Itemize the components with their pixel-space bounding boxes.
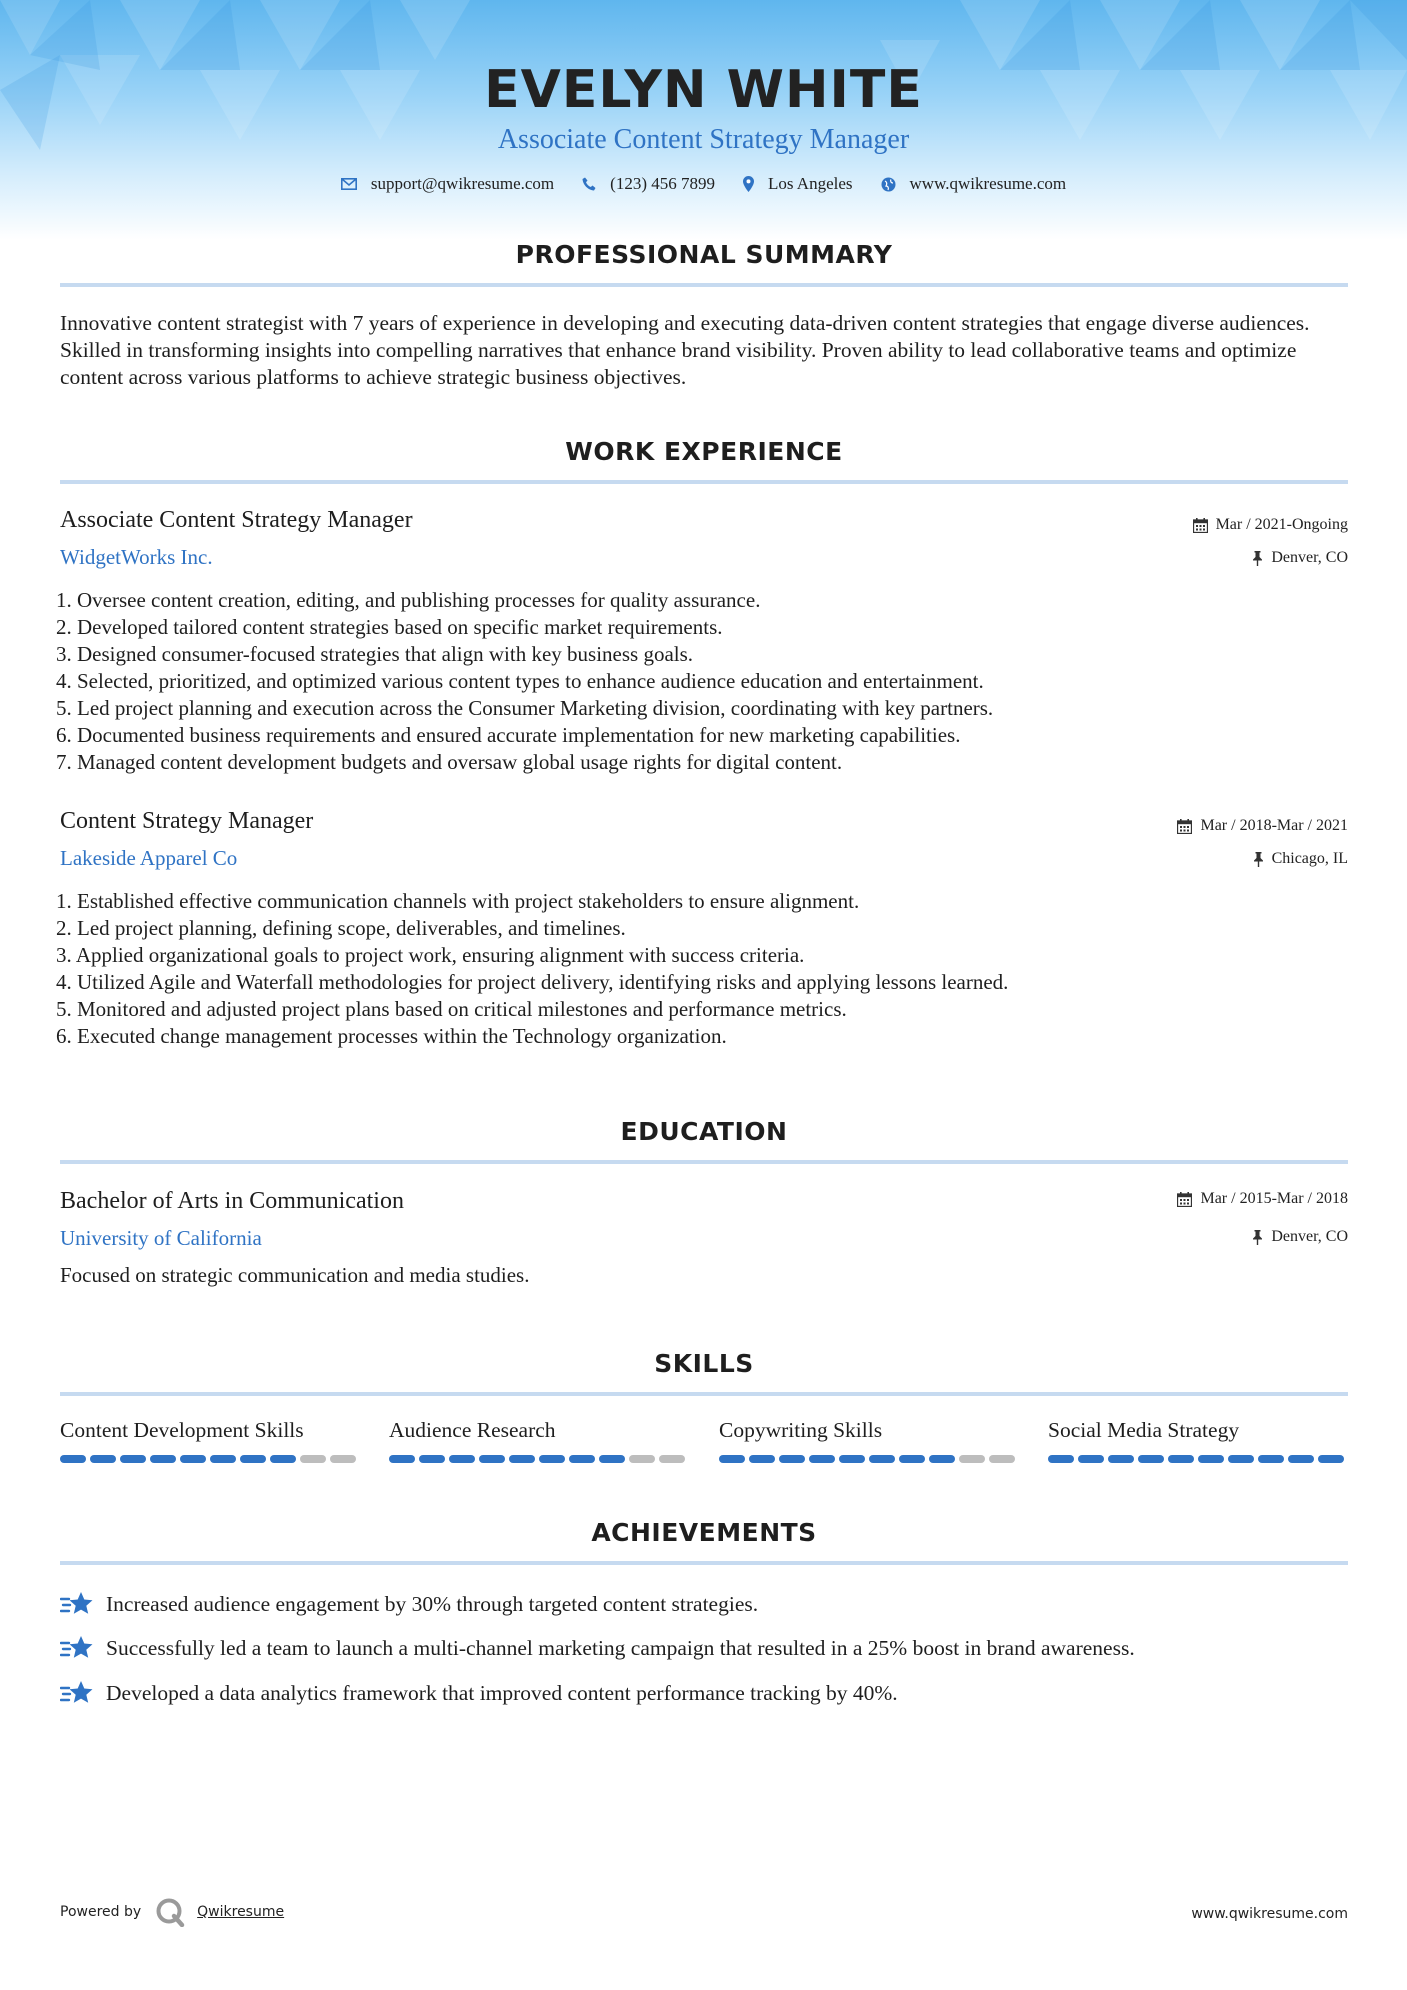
pushpin-icon: [1253, 852, 1264, 867]
skill-rating-segment: [150, 1455, 176, 1463]
list-item: 4. Utilized Agile and Waterfall methodologies for project delivery, identifying risks and applying lessons learned.: [56, 970, 1009, 994]
contact-location: [743, 174, 853, 194]
skill-rating-segment: [1228, 1455, 1254, 1463]
candidate-role: Associate Content Strategy Manager: [497, 124, 910, 155]
skill-rating-segment: [569, 1455, 595, 1463]
skill-rating-segment: [869, 1455, 895, 1463]
skill-rating-segment: [1078, 1455, 1104, 1463]
achievement-text: Increased audience engagement by 30% through targeted content strategies.: [106, 1591, 759, 1616]
skill-rating-segment: [479, 1455, 505, 1463]
skill-rating-segment: [1138, 1455, 1164, 1463]
section-title-skills: SKILLS: [654, 1349, 754, 1378]
contact-phone-text: (123) 456 7899: [610, 174, 715, 193]
job-dates: [1193, 516, 1348, 534]
skill-rating-segment: [989, 1455, 1015, 1463]
skill-rating-segment: [270, 1455, 296, 1463]
skill-rating-segment: [539, 1455, 565, 1463]
contact-website-text: www.qwikresume.com: [909, 174, 1067, 193]
skill-rating-segment: [599, 1455, 625, 1463]
skill-rating-segment: [210, 1455, 236, 1463]
skill-item: [389, 1418, 689, 1463]
skill-rating-segment: [60, 1455, 86, 1463]
contact-phone[interactable]: [582, 174, 715, 194]
skill-rating-bar: [1048, 1455, 1348, 1463]
list-item: 6. Documented business requirements and ensured accurate implementation for new marketing capabilities.: [56, 723, 961, 747]
job-dates-text: Mar / 2021-Ongoing: [1215, 516, 1348, 533]
skill-rating-bar: [389, 1455, 689, 1463]
education-description: Focused on strategic communication and media studies.: [60, 1263, 530, 1287]
achievement-item: [60, 1634, 1135, 1662]
skill-rating-segment: [1288, 1455, 1314, 1463]
list-item: 4. Selected, prioritized, and optimized various content types to enhance audience education and entertainment.: [56, 669, 984, 693]
skill-rating-segment: [959, 1455, 985, 1463]
job-title: Associate Content Strategy Manager: [60, 507, 413, 533]
calendar-icon: [1177, 819, 1192, 834]
footer-brand-link[interactable]: Qwikresume: [197, 1904, 285, 1920]
globe-icon: [881, 177, 896, 192]
skill-rating-segment: [899, 1455, 925, 1463]
skill-item: [1048, 1418, 1348, 1463]
section-title-education: EDUCATION: [620, 1117, 788, 1146]
skill-rating-segment: [779, 1455, 805, 1463]
skill-rating-segment: [749, 1455, 775, 1463]
skill-rating-segment: [1168, 1455, 1194, 1463]
skill-rating-segment: [1198, 1455, 1224, 1463]
skill-rating-segment: [180, 1455, 206, 1463]
section-divider: [60, 283, 1348, 287]
contact-email-text: support@qwikresume.com: [370, 174, 555, 193]
footer-url[interactable]: www.qwikresume.com: [1191, 1906, 1348, 1922]
education-location: [1252, 1228, 1348, 1246]
section-title-summary: PROFESSIONAL SUMMARY: [515, 240, 893, 269]
education-school: University of California: [60, 1226, 262, 1250]
calendar-icon: [1177, 1192, 1192, 1207]
job-location-text: Denver, CO: [1271, 549, 1348, 566]
skill-rating-segment: [120, 1455, 146, 1463]
list-item: 1. Oversee content creation, editing, and publishing processes for quality assurance.: [56, 588, 761, 612]
shooting-star-icon: [60, 1590, 94, 1618]
pushpin-icon: [1252, 551, 1263, 566]
shooting-star-icon: [60, 1634, 94, 1662]
achievement-text: Successfully led a team to launch a multi-channel marketing campaign that resulted in a 25% boost in brand awareness.: [106, 1635, 1135, 1660]
skill-rating-segment: [1318, 1455, 1344, 1463]
skill-rating-segment: [330, 1455, 356, 1463]
skill-name: Audience Research: [389, 1418, 556, 1442]
achievement-item: [60, 1590, 758, 1618]
contact-row: [0, 174, 1407, 194]
section-divider: [60, 1392, 1348, 1396]
job-dates-text: Mar / 2018-Mar / 2021: [1200, 817, 1348, 834]
job-company: Lakeside Apparel Co: [60, 846, 238, 870]
skill-rating-segment: [839, 1455, 865, 1463]
skill-rating-segment: [240, 1455, 266, 1463]
job-location-text: Chicago, IL: [1271, 850, 1348, 867]
pushpin-icon: [1252, 1230, 1263, 1245]
skill-name: Content Development Skills: [60, 1418, 304, 1442]
achievement-text: Developed a data analytics framework that improved content performance tracking by 40%.: [106, 1680, 898, 1705]
education-dates-text: Mar / 2015-Mar / 2018: [1200, 1190, 1348, 1207]
calendar-icon: [1193, 518, 1208, 533]
list-item: 2. Developed tailored content strategies based on specific market requirements.: [56, 615, 723, 639]
skill-rating-segment: [1048, 1455, 1074, 1463]
education-dates: [1177, 1190, 1348, 1208]
skill-item: [60, 1418, 360, 1463]
shooting-star-icon: [60, 1679, 94, 1707]
contact-location-text: Los Angeles: [767, 174, 853, 193]
section-title-experience: WORK EXPERIENCE: [565, 437, 843, 466]
job-location: [1253, 850, 1348, 868]
list-item: 5. Led project planning and execution across the Consumer Marketing division, coordinating with key partners.: [56, 696, 994, 720]
phone-icon: [582, 177, 596, 191]
skill-rating-segment: [809, 1455, 835, 1463]
achievement-item: [60, 1679, 898, 1707]
skill-rating-segment: [1258, 1455, 1284, 1463]
skill-name: Copywriting Skills: [719, 1418, 883, 1442]
list-item: 3. Applied organizational goals to project work, ensuring alignment with success criteria.: [56, 943, 805, 967]
job-responsibilities: [56, 587, 1356, 776]
skill-rating-segment: [659, 1455, 685, 1463]
job-company: WidgetWorks Inc.: [60, 545, 213, 569]
section-title-achievements: ACHIEVEMENTS: [591, 1518, 817, 1547]
skill-rating-segment: [719, 1455, 745, 1463]
candidate-name: EVELYN WHITE: [484, 60, 923, 120]
section-divider: [60, 480, 1348, 484]
contact-email[interactable]: [341, 174, 554, 194]
footer-powered-by: [60, 1897, 284, 1927]
job-title: Content Strategy Manager: [60, 808, 314, 834]
qwikresume-logo-icon: [155, 1897, 185, 1927]
skill-rating-segment: [629, 1455, 655, 1463]
job-responsibilities: [56, 888, 1356, 1050]
skill-rating-segment: [300, 1455, 326, 1463]
list-item: 2. Led project planning, defining scope, deliverables, and timelines.: [56, 916, 626, 940]
skill-rating-segment: [449, 1455, 475, 1463]
list-item: 1. Established effective communication channels with project stakeholders to ensure alignment.: [56, 889, 860, 913]
skill-rating-bar: [719, 1455, 1019, 1463]
list-item: 5. Monitored and adjusted project plans based on critical milestones and performance metrics.: [56, 997, 847, 1021]
map-pin-icon: [743, 176, 754, 192]
skill-rating-segment: [90, 1455, 116, 1463]
envelope-icon: [341, 178, 357, 190]
skill-name: Social Media Strategy: [1048, 1418, 1240, 1442]
powered-by-label: Powered by: [60, 1904, 142, 1920]
section-divider: [60, 1160, 1348, 1164]
job-dates: [1177, 817, 1348, 835]
contact-website[interactable]: [881, 174, 1067, 194]
resume-header: [0, 60, 1407, 194]
skill-rating-segment: [929, 1455, 955, 1463]
skill-item: [719, 1418, 1019, 1463]
skill-rating-segment: [419, 1455, 445, 1463]
list-item: 6. Executed change management processes within the Technology organization.: [56, 1024, 727, 1048]
education-location-text: Denver, CO: [1271, 1228, 1348, 1245]
job-location: [1252, 549, 1348, 567]
skill-rating-segment: [389, 1455, 415, 1463]
list-item: 7. Managed content development budgets and oversaw global usage rights for digital content.: [56, 750, 843, 774]
section-divider: [60, 1561, 1348, 1565]
summary-text: Innovative content strategist with 7 years of experience in developing and executing data-driven content strategies that engage diverse audiences. Skilled in transforming insights into compelling narratives that enhance brand visibility. Proven ability to lead collaborative teams and optimize content across various platforms to achieve strategic business objectives.: [60, 311, 1310, 389]
skill-rating-bar: [60, 1455, 360, 1463]
skill-rating-segment: [509, 1455, 535, 1463]
list-item: 3. Designed consumer-focused strategies that align with key business goals.: [56, 642, 694, 666]
education-degree: Bachelor of Arts in Communication: [60, 1188, 404, 1214]
skill-rating-segment: [1108, 1455, 1134, 1463]
